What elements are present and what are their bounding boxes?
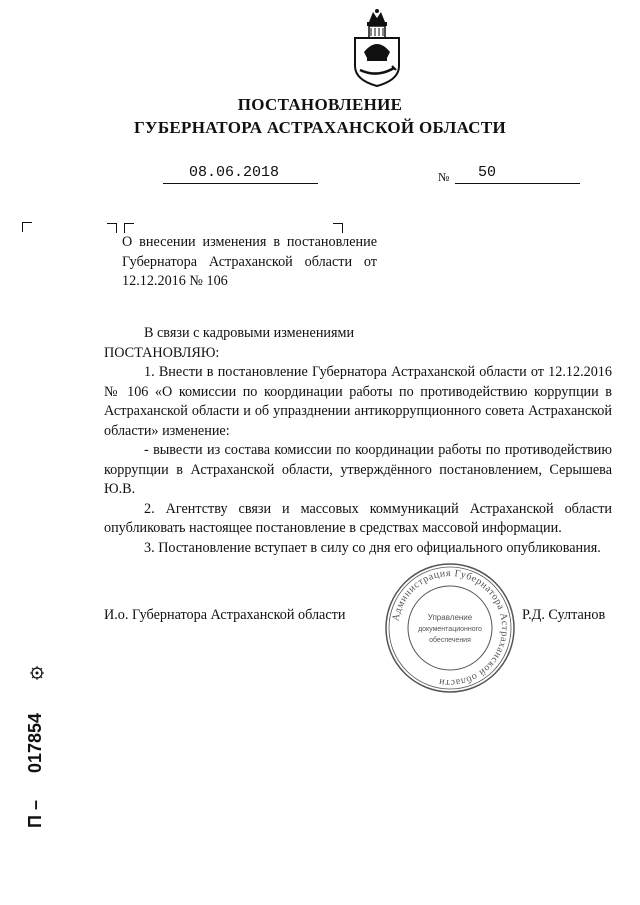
document-subject: О внесении изменения в постановление Губернатора Астраханской области от 12.12.2016 № 106 [122, 234, 377, 289]
security-ornament-icon [29, 665, 45, 681]
subject-corner-mark-left-open [124, 223, 134, 233]
document-title-line1: ПОСТАНОВЛЕНИЕ [237, 95, 403, 114]
signatory-name: Р.Д. Султанов [522, 607, 606, 623]
document-number: 50 [478, 164, 497, 181]
body-paragraph-1-sub: - вывести из состава комиссии по координации работы по противодействию коррупции в Астраханской области, утверждённого постановлением, Серышева Ю.В. [104, 442, 612, 497]
stamp-ring-text: Администрация Губернатора Астраханской области [390, 567, 511, 689]
signatory-position: И.о. Губернатора Астраханской области [104, 607, 346, 623]
subject-corner-mark-left-close [107, 223, 117, 233]
body-intro: В связи с кадровыми изменениями [144, 325, 355, 341]
form-serial-number: 017854 [25, 712, 45, 773]
margin-corner-mark [22, 222, 32, 232]
coat-of-arms-emblem [349, 8, 405, 88]
stamp-center-line3: обеспечения [429, 637, 471, 644]
form-series: П – [25, 800, 45, 828]
document-title-line2: ГУБЕРНАТОРА АСТРАХАНСКОЙ ОБЛАСТИ [133, 118, 507, 137]
document-date: 08.06.2018 [189, 164, 280, 181]
document-body [104, 324, 612, 558]
stamp-center-line2: документационного [418, 626, 482, 633]
body-paragraph-2: 2. Агентству связи и массовых коммуникаций Астраханской области опубликовать настоящее постановление в средствах массовой информации. [104, 500, 612, 536]
number-field [455, 166, 580, 184]
body-paragraph-1: 1. Внести в постановление Губернатора Астраханской области от 12.12.2016 № 106 «О комиссии по координации работы по противодействию коррупции в Астраханской области и об упразднении антикоррупционного совета Астраханской области» изменение: [104, 364, 612, 439]
body-resolve: ПОСТАНОВЛЯЮ: [104, 344, 220, 361]
body-paragraph-3: 3. Постановление вступает в силу со дня его официального опубликования. [144, 539, 601, 556]
official-stamp [382, 560, 518, 696]
number-label: № [438, 170, 450, 184]
subject-corner-mark-right [333, 223, 343, 233]
stamp-center-line1: Управление [427, 613, 473, 622]
